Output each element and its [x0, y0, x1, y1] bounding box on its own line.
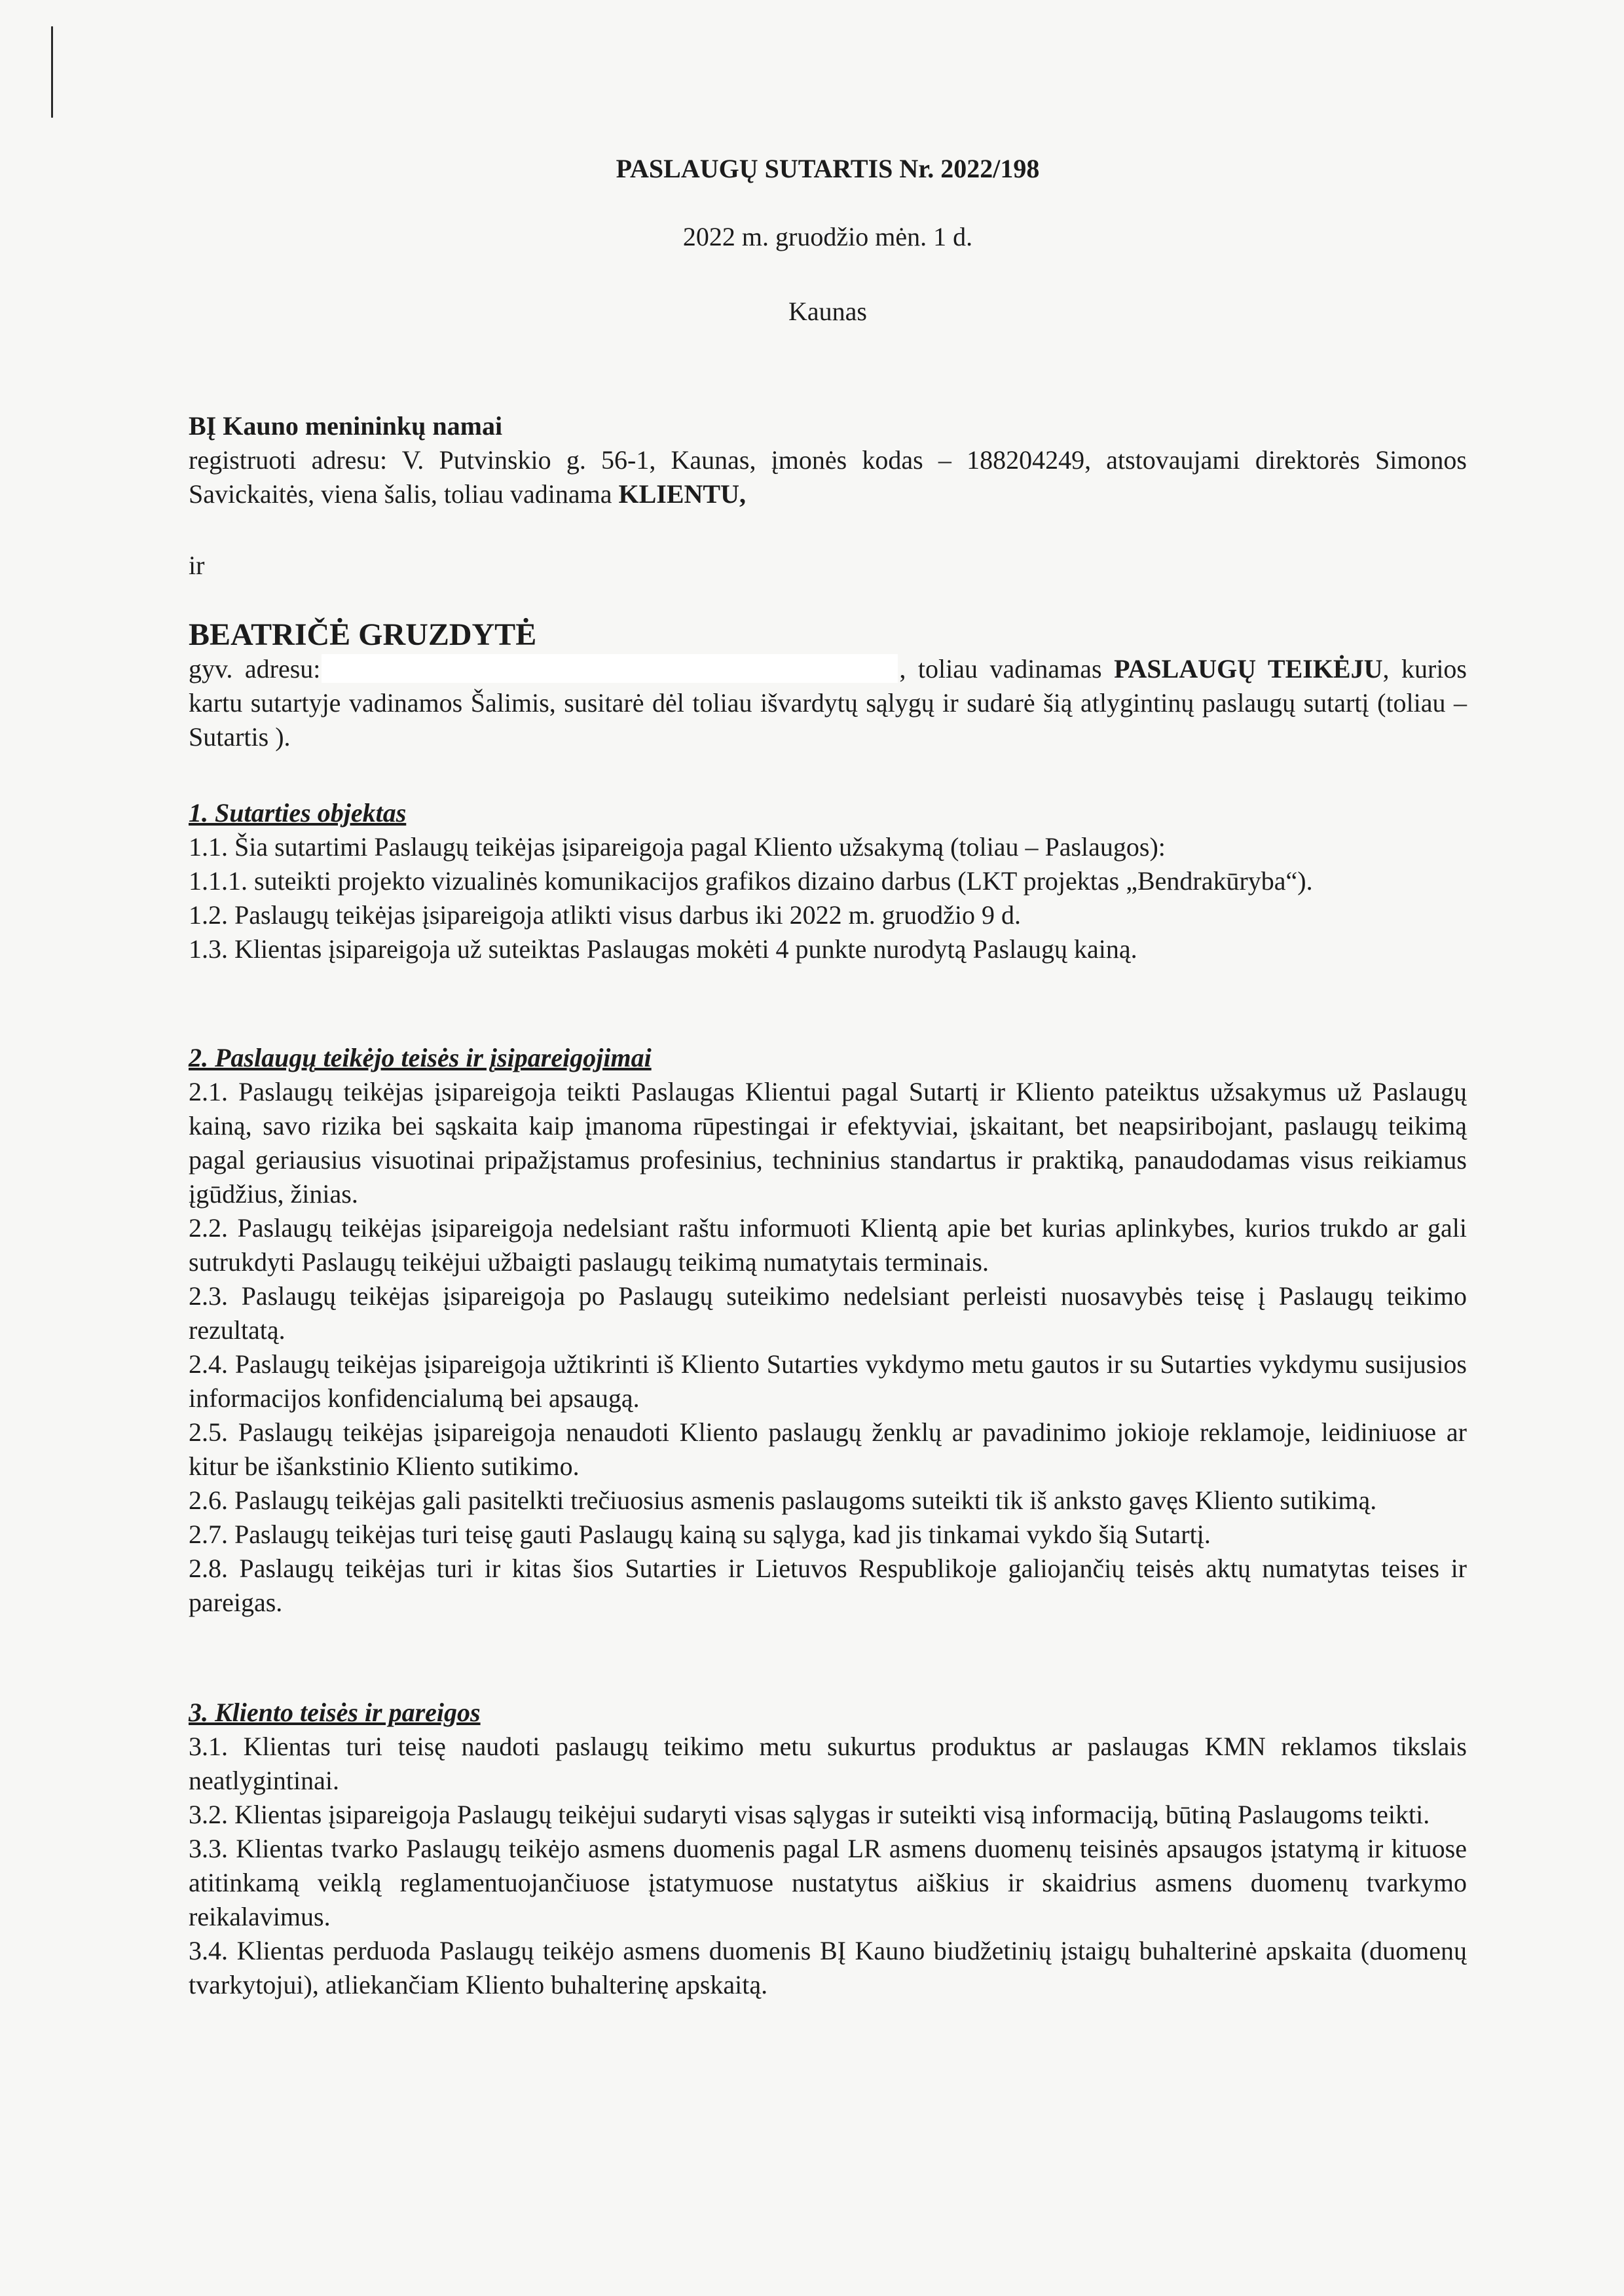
document-date: 2022 m. gruodžio mėn. 1 d. — [682, 222, 973, 251]
redacted-address — [322, 654, 898, 683]
provider-block — [189, 618, 1467, 754]
section-heading: 2. Paslaugų teikėjo teisės ir įsipareigojimai — [189, 1043, 652, 1072]
section-2 — [189, 1041, 1467, 1620]
clause: 2.2. Paslaugų teikėjas įsipareigoja nedelsiant raštu informuoti Klientą apie bet kurias aplinkybes, kurios trukdo ar gali sutrukdyti Paslaugų teikėjui užbaigti paslaugų teikimą numatytais terminais. — [189, 1213, 1467, 1277]
client-name: BĮ Kauno menininkų namai — [189, 411, 503, 441]
section-1 — [189, 796, 1467, 966]
provider-name: BEATRIČĖ GRUZDYTĖ — [189, 617, 537, 652]
clause: 1.1.1. suteikti projekto vizualinės komunikacijos grafikos dizaino darbus (LKT projektas „Bendrakūryba“). — [189, 866, 1313, 896]
clause: 2.6. Paslaugų teikėjas gali pasitelkti trečiuosius asmenis paslaugoms suteikti tik iš anksto gavęs Kliento sutikimą. — [189, 1485, 1377, 1515]
provider-role: PASLAUGŲ TEIKĖJU — [1114, 654, 1383, 683]
clause: 1.3. Klientas įsipareigoja už suteiktas Paslaugas mokėti 4 punkte nurodytą Paslaugų kainą. — [189, 934, 1137, 964]
clause: 2.7. Paslaugų teikėjas turi teisę gauti Paslaugų kainą su sąlyga, kad jis tinkamai vykdo šią Sutartį. — [189, 1520, 1211, 1549]
client-details: registruoti adresu: V. Putvinskio g. 56-1, Kaunas, įmonės kodas – 188204249, atstovaujami direktorės Simonos Savickaitės, viena šalis, toliau vadinama KLIENTU, — [189, 445, 1467, 509]
section-heading: 3. Kliento teisės ir pareigos — [189, 1698, 481, 1727]
document-title: PASLAUGŲ SUTARTIS Nr. 2022/198 — [616, 154, 1040, 183]
clause: 2.4. Paslaugų teikėjas įsipareigoja užtikrinti iš Kliento Sutarties vykdymo metu gautos ir su Sutarties vykdymu susijusios informacijos konfidencialumą bei apsaugą. — [189, 1349, 1467, 1413]
document-city: Kaunas — [788, 297, 867, 326]
clause: 2.1. Paslaugų teikėjas įsipareigoja teikti Paslaugas Klientui pagal Sutartį ir Kliento pateiktus užsakymus už Paslaugų kainą, savo rizika bei sąskaita kaip įmanoma rūpestingai ir efektyviai, įskaitant, bet neapsiribojant, paslaugų teikimą pagal geriausius visuotinai pripažįstamus profesinius, techninius standartus ir praktiką, panaudodamas visus reikiamus įgūdžius, žinias. — [189, 1077, 1467, 1209]
clause: 2.3. Paslaugų teikėjas įsipareigoja po Paslaugų suteikimo nedelsiant perleisti nuosavybės teisę į Paslaugų teikimo rezultatą. — [189, 1281, 1467, 1345]
clause: 3.4. Klientas perduoda Paslaugų teikėjo asmens duomenis BĮ Kauno biudžetinių įstaigų buhalterinė apskaita (duomenų tvarkytojui), atliekančiam Kliento buhalterinę apskaitą. — [189, 1936, 1467, 1999]
clause: 3.1. Klientas turi teisę naudoti paslaugų teikimo metu sukurtus produktus ar paslaugas KMN reklamos tikslais neatlygintinai. — [189, 1732, 1467, 1795]
section-3 — [189, 1696, 1467, 2002]
conjunction: ir — [189, 551, 205, 580]
clause: 3.3. Klientas tvarko Paslaugų teikėjo asmens duomenis pagal LR asmens duomenų teisinės apsaugos įstatymą ir kituose atitinkamą veiklą reglamentuojančiuose įstatymuose nustatytus aiškius ir skaidrius asmens duomenų tvarkymo reikalavimus. — [189, 1834, 1467, 1931]
provider-details: gyv. adresu: , toliau vadinamas PASLAUGŲ TEIKĖJU, kurios kartu sutartyje vadinamos Šalimis, susitarė dėl toliau išvardytų sąlygų ir sudarė šią atlygintinų paslaugų sutartį (toliau – Sutartis ). — [189, 654, 1467, 752]
clause: 2.5. Paslaugų teikėjas įsipareigoja nenaudoti Kliento paslaugų ženklų ar pavadinimo jokioje reklamoje, leidiniuose ar kitur be išankstinio Kliento sutikimo. — [189, 1417, 1467, 1481]
clause: 2.8. Paslaugų teikėjas turi ir kitas šios Sutarties ir Lietuvos Respublikoje galiojančių teisės aktų numatytas teises ir pareigas. — [189, 1554, 1467, 1617]
section-heading: 1. Sutarties objektas — [189, 798, 407, 828]
scan-mark — [51, 26, 53, 118]
client-role: KLIENTU, — [618, 479, 746, 509]
client-block — [189, 409, 1467, 511]
clause: 3.2. Klientas įsipareigoja Paslaugų teikėjui sudaryti visas sąlygas ir suteikti visą informaciją, būtiną Paslaugoms teikti. — [189, 1800, 1430, 1829]
clause: 1.2. Paslaugų teikėjas įsipareigoja atlikti visus darbus iki 2022 m. gruodžio 9 d. — [189, 900, 1021, 930]
clause: 1.1. Šia sutartimi Paslaugų teikėjas įsipareigoja pagal Kliento užsakymą (toliau – Paslaugos): — [189, 832, 1166, 862]
